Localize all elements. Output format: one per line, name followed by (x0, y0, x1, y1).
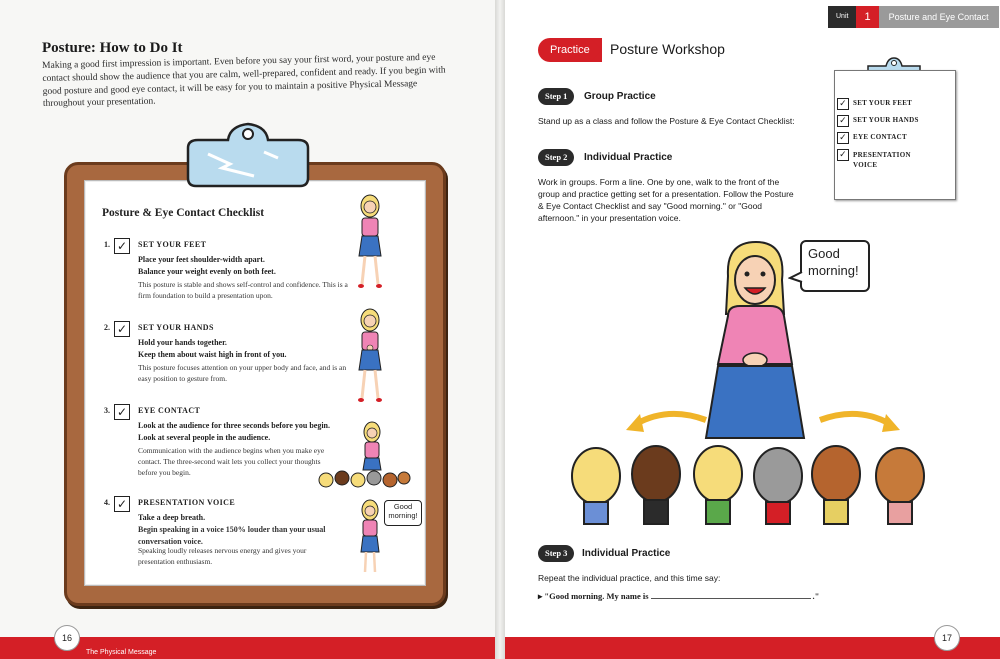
item-number: 2. (104, 323, 110, 332)
step-2-badge: Step 2 (538, 149, 574, 166)
unit-label: Unit (828, 6, 856, 28)
item-line: Balance your weight evenly on both feet. (138, 267, 276, 276)
checklist-item-feet (104, 238, 354, 308)
unit-tab (828, 6, 999, 28)
speaker-woman-illustration (700, 236, 810, 442)
checklist-item-voice (104, 496, 354, 576)
woman-standing-feet-figure (352, 192, 388, 292)
checkbox: ✓ (837, 149, 849, 161)
footer-bar-right (505, 637, 1000, 659)
checklist-title: Posture & Eye Contact Checklist (102, 207, 265, 219)
item-description: This posture is stable and shows self-control and confidence. This is a firm foundation to build a presentation upon. (138, 280, 348, 300)
item-number: 3. (104, 406, 110, 415)
page-number-left: 16 (54, 625, 80, 651)
checkbox: ✓ (837, 115, 849, 127)
woman-hands-figure (352, 306, 388, 406)
audience-member-2 (632, 446, 680, 524)
item-line: Look at the audience for three seconds before you begin. (138, 421, 330, 430)
step-3-prompt: ▸ "Good morning. My name is ." (538, 591, 820, 601)
item-description: Communication with the audience begins when you make eye contact. The three-second wait lets you collect your thoughts before you begin. (138, 446, 325, 477)
item-line: Place your feet shoulder-width apart. (138, 255, 265, 264)
woman-speaking-figure (356, 498, 384, 576)
speech-bubble: Good morning! (800, 240, 870, 292)
audience-member-3 (694, 446, 742, 524)
audience-member-1 (572, 448, 620, 524)
step-1-title: Group Practice (584, 91, 656, 102)
mini-checklist-item: ✓ SET YOUR HANDS (853, 116, 919, 124)
unit-number: 1 (856, 6, 878, 28)
item-heading: PRESENTATION VOICE (138, 498, 236, 507)
item-heading: SET YOUR HANDS (138, 323, 214, 332)
audience-illustration (566, 436, 936, 526)
workshop-title: Posture Workshop (610, 41, 725, 57)
practice-badge: Practice (538, 38, 602, 62)
mini-checklist-card (834, 70, 956, 200)
checkbox: ✓ (114, 496, 130, 512)
intro-paragraph: Making a good first impression is important. Even before you say your first word, your posture and eye contact should show the audience that you are calm, well-prepared, confident and ready. If you begin with good posture and good eye contact, it will be easy for you to maintain a positive Physical Message throughout your presentation. (42, 52, 446, 110)
speech-tail-icon (788, 270, 804, 284)
clipboard-clip-icon (168, 118, 328, 190)
checkbox: ✓ (114, 238, 130, 254)
mini-checklist-item: ✓ EYE CONTACT (853, 133, 907, 141)
mini-checklist-item: ✓ SET YOUR FEET (853, 99, 912, 107)
audience-member-5 (812, 446, 860, 524)
checklist-item-hands (104, 321, 354, 391)
unit-title: Posture and Eye Contact (879, 6, 999, 28)
item-line: Begin speaking in a voice 150% louder than your usual conversation voice. (138, 525, 326, 546)
checkbox: ✓ (114, 404, 130, 420)
page-number-right: 17 (934, 625, 960, 651)
footer-section-title: The Physical Message (86, 649, 157, 656)
item-line: Hold your hands together. (138, 338, 227, 347)
small-speech-bubble: Good morning! (384, 500, 422, 526)
name-blank (651, 598, 811, 599)
audience-member-6 (876, 448, 924, 524)
section-title: Posture: How to Do It (42, 40, 183, 56)
item-number: 4. (104, 498, 110, 507)
step-1-text: Stand up as a class and follow the Posture & Eye Contact Checklist: (538, 116, 795, 126)
step-3-text: Repeat the individual practice, and this time say: (538, 573, 721, 583)
mini-checklist-item: ✓ PRESENTATION VOICE (853, 150, 933, 170)
step-2-text: Work in groups. Form a line. One by one, walk to the front of the group and practice getting set for a presentation. Follow the Posture & Eye Contact Checklist and say "Good morning." or "Good afternoon." in your presentation voice. (538, 177, 794, 223)
checkbox: ✓ (837, 98, 849, 110)
step-1-badge: Step 1 (538, 88, 574, 105)
checkbox: ✓ (837, 132, 849, 144)
practice-arrow-icon (590, 38, 602, 62)
audience-member-4 (754, 448, 802, 524)
page-gutter (495, 0, 505, 659)
step-3-title: Individual Practice (582, 548, 671, 559)
eye-contact-audience-figure (316, 418, 412, 494)
left-arrow-icon (618, 404, 710, 440)
item-description: Speaking loudly releases nervous energy and gives your presentation enthusiasm. (138, 546, 307, 566)
step-3-badge: Step 3 (538, 545, 574, 562)
item-line: Keep them about waist high in front of you. (138, 350, 287, 359)
item-description: This posture focuses attention on your upper body and face, and is an easy position to gesture from. (138, 363, 347, 383)
item-line: Look at several people in the audience. (138, 433, 271, 442)
item-heading: SET YOUR FEET (138, 240, 207, 249)
item-line: Take a deep breath. (138, 513, 206, 522)
checkbox: ✓ (114, 321, 130, 337)
item-heading: EYE CONTACT (138, 406, 201, 415)
right-arrow-icon (816, 404, 908, 440)
step-2-title: Individual Practice (584, 152, 673, 163)
item-number: 1. (104, 240, 110, 249)
